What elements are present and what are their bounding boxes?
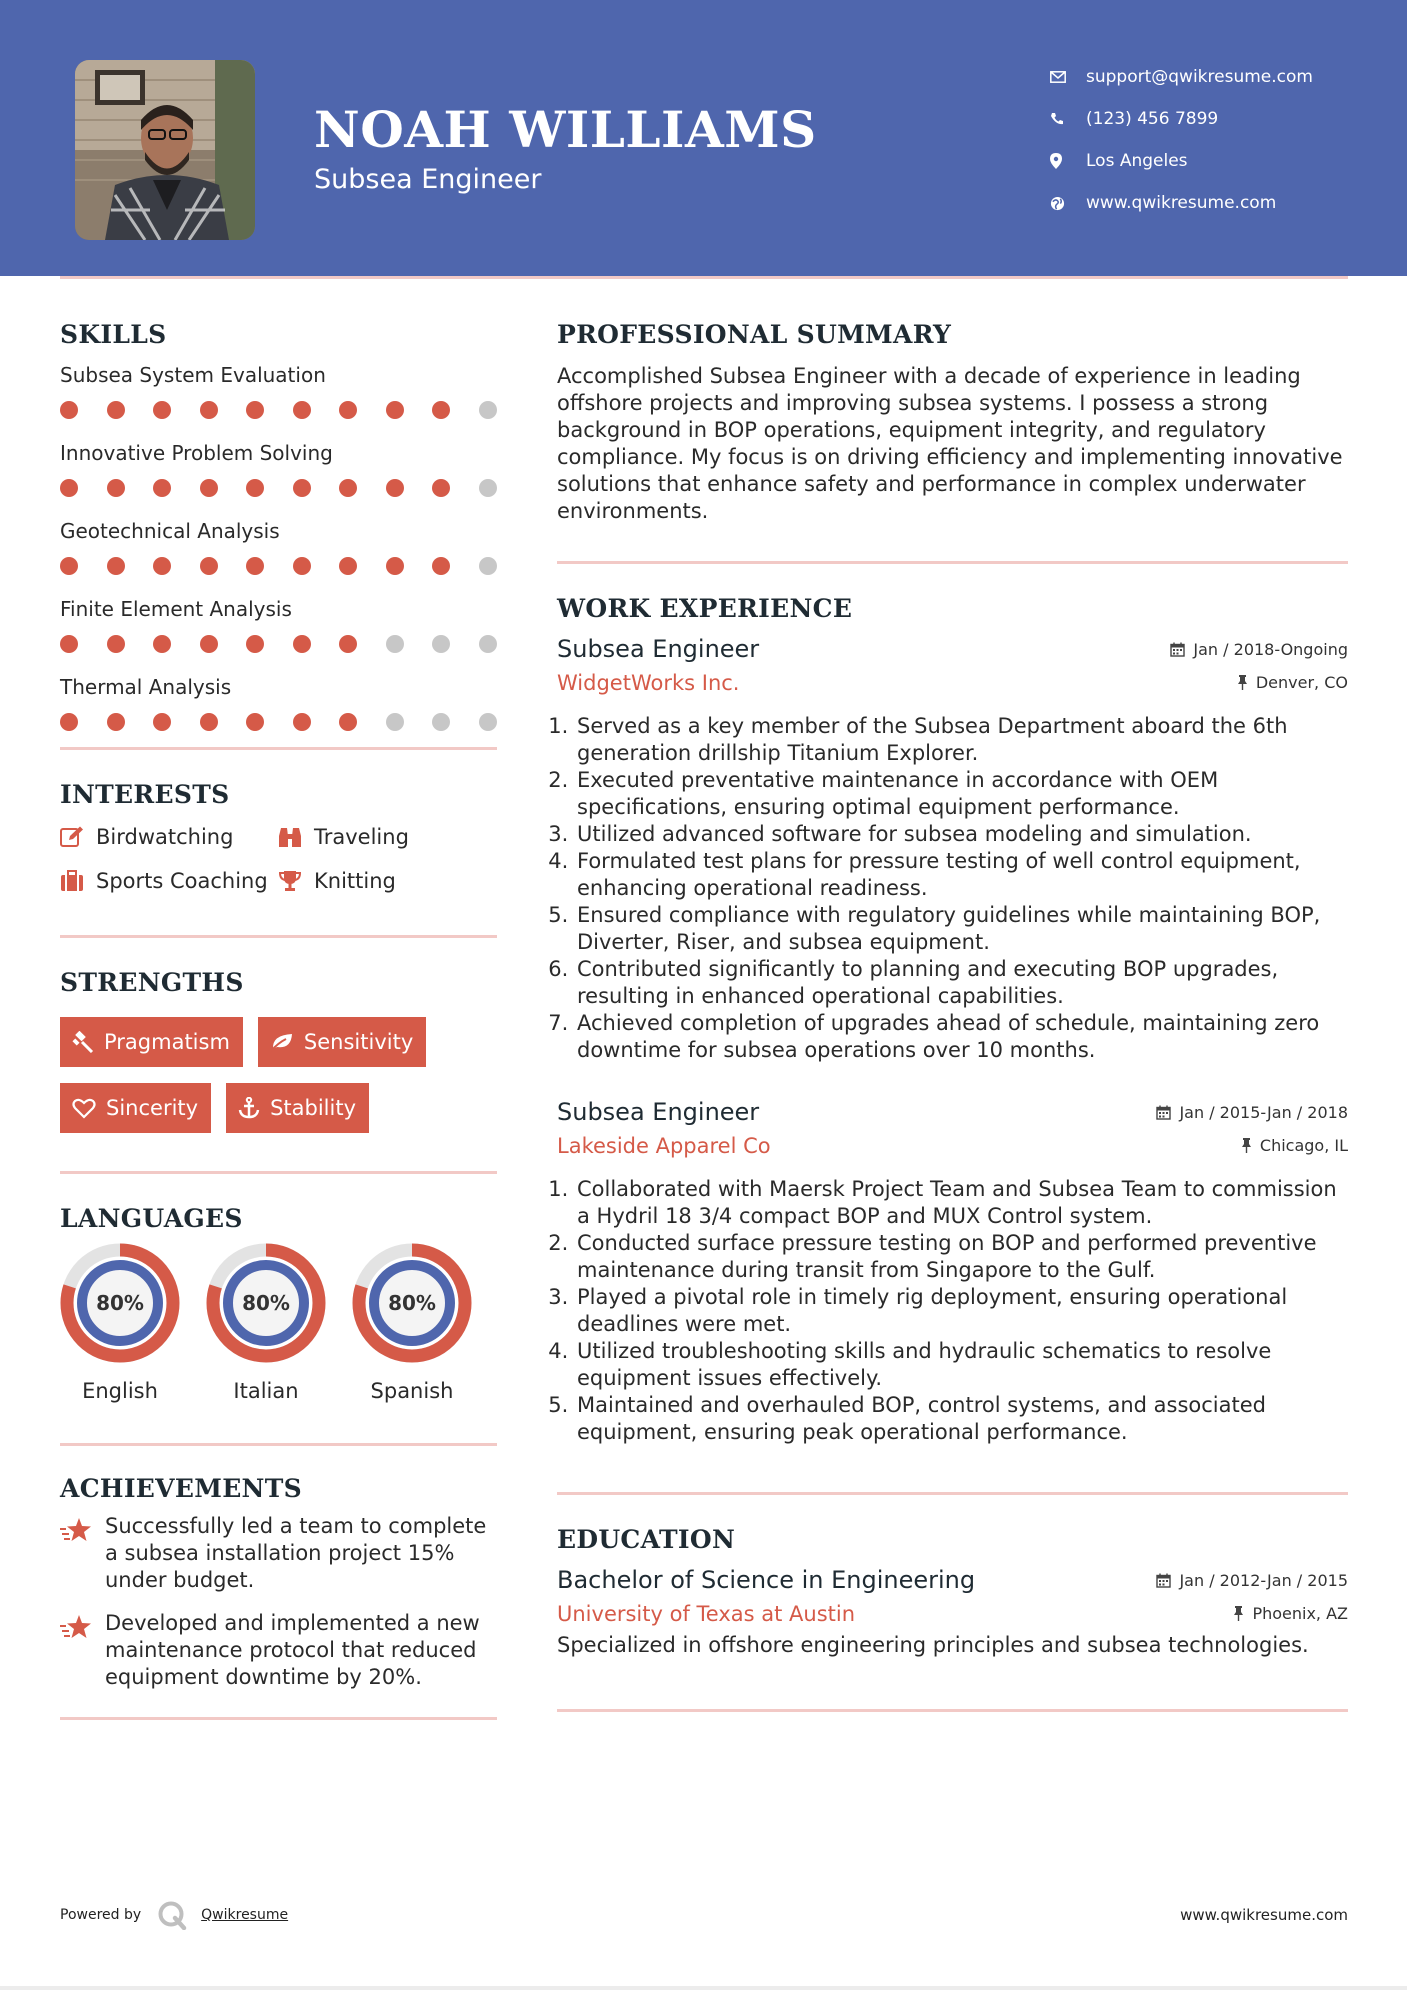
job-bullets	[557, 713, 1348, 1064]
rating-dot-filled	[107, 401, 125, 419]
job-bullet: 5. Ensured compliance with regulatory guidelines while maintaining BOP, Diverter, Riser, and subsea equipment.	[575, 902, 1348, 956]
pencil-icon	[60, 826, 96, 848]
job-dates	[1156, 1103, 1348, 1122]
job-bullet: 1. Served as a key member of the Subsea Department aboard the 6th generation drillship Titanium Explorer.	[575, 713, 1348, 767]
rating-dot-filled	[293, 401, 311, 419]
rating-dot-filled	[246, 635, 264, 653]
rating-dot-empty	[479, 635, 497, 653]
pin-icon	[1233, 1606, 1244, 1621]
summary-title: PROFESSIONAL SUMMARY	[557, 320, 952, 349]
skills-title: SKILLS	[60, 320, 167, 349]
rating-dot-filled	[246, 713, 264, 731]
rating-dot-filled	[153, 713, 171, 731]
job-bullet: 2. Executed preventative maintenance in accordance with OEM specifications, ensuring optimal equipment performance.	[575, 767, 1348, 821]
page-bottom-edge	[0, 1986, 1407, 1990]
interest-item	[278, 869, 478, 893]
language-item	[352, 1243, 472, 1403]
rating-dot-filled	[153, 401, 171, 419]
calendar-icon	[1156, 1573, 1171, 1588]
profile-photo	[75, 60, 255, 240]
strengths-title: STRENGTHS	[60, 968, 244, 997]
leaf-icon	[270, 1032, 294, 1052]
phone-icon	[1050, 112, 1086, 126]
language-ring	[352, 1243, 472, 1363]
skill-item	[60, 675, 497, 731]
job-location	[1241, 1136, 1348, 1155]
interest-item	[278, 825, 478, 849]
candidate-role: Subsea Engineer	[314, 164, 542, 195]
rating-dot-filled	[107, 479, 125, 497]
contact-email[interactable]	[1050, 56, 1313, 98]
strength-label: Stability	[270, 1096, 357, 1120]
footer-url[interactable]: www.qwikresume.com	[1180, 1906, 1348, 1924]
location-icon	[1050, 153, 1086, 169]
strength-tag	[258, 1017, 426, 1067]
interests-title: INTERESTS	[60, 780, 230, 809]
interest-label: Knitting	[314, 869, 396, 893]
star-icon	[60, 1513, 105, 1594]
education-title: EDUCATION	[557, 1525, 736, 1554]
job-entry	[557, 635, 1348, 1064]
qwikresume-logo-icon	[157, 1900, 187, 1930]
school-name: University of Texas at Austin	[557, 1602, 856, 1626]
strength-tag	[60, 1083, 211, 1133]
rating-dot-filled	[246, 479, 264, 497]
education-sub	[557, 1602, 1348, 1626]
languages-title: LANGUAGES	[60, 1204, 243, 1233]
job-bullet: 2. Conducted surface pressure testing on BOP and performed preventive maintenance during transit from Singapore to the Gulf.	[575, 1230, 1348, 1284]
language-item	[60, 1243, 180, 1403]
section-divider	[557, 1709, 1348, 1712]
job-bullet: 4. Utilized troubleshooting skills and hydraulic schematics to resolve equipment issues effectively.	[575, 1338, 1348, 1392]
skill-name: Innovative Problem Solving	[60, 441, 333, 465]
skill-rating	[60, 635, 497, 653]
rating-dot-filled	[200, 635, 218, 653]
strength-tag	[60, 1017, 243, 1067]
education-dates-text: Jan / 2012-Jan / 2015	[1179, 1571, 1348, 1590]
skills-list	[60, 363, 497, 731]
achievement-text: Developed and implemented a new maintenance protocol that reduced equipment downtime by 20%.	[105, 1611, 480, 1689]
strengths-section	[60, 968, 497, 1133]
strength-label: Pragmatism	[104, 1030, 230, 1054]
rating-dot-filled	[246, 401, 264, 419]
contact-website[interactable]	[1050, 182, 1313, 224]
education-location	[1233, 1604, 1348, 1623]
job-dates-text: Jan / 2015-Jan / 2018	[1179, 1103, 1348, 1122]
contact-phone-text: (123) 456 7899	[1086, 109, 1219, 129]
rating-dot-filled	[60, 635, 78, 653]
briefcase-icon	[60, 870, 96, 892]
contact-list	[1050, 56, 1313, 224]
rating-dot-filled	[200, 557, 218, 575]
header-divider	[60, 276, 1348, 279]
rating-dot-filled	[386, 479, 404, 497]
rating-dot-filled	[293, 713, 311, 731]
skill-item	[60, 441, 497, 497]
interests-section	[60, 780, 497, 893]
skill-rating	[60, 557, 497, 575]
skill-rating	[60, 479, 497, 497]
rating-dot-filled	[386, 401, 404, 419]
interest-label: Birdwatching	[96, 825, 234, 849]
rating-dot-empty	[479, 401, 497, 419]
education-dates	[1156, 1571, 1348, 1590]
rating-dot-empty	[432, 635, 450, 653]
section-divider	[60, 747, 497, 750]
education-head	[557, 1566, 1348, 1594]
rating-dot-filled	[339, 557, 357, 575]
section-divider	[557, 561, 1348, 564]
job-bullets	[557, 1176, 1348, 1446]
achievement-text: Successfully led a team to complete a subsea installation project 15% under budget.	[105, 1514, 487, 1592]
language-name: English	[82, 1379, 158, 1403]
gavel-icon	[72, 1031, 94, 1053]
contact-phone[interactable]	[1050, 98, 1313, 140]
education-description: Specialized in offshore engineering principles and subsea technologies.	[557, 1633, 1309, 1657]
right-column	[557, 320, 1348, 1712]
candidate-name: NOAH WILLIAMS	[314, 100, 817, 159]
contact-location	[1050, 140, 1313, 182]
language-name: Spanish	[370, 1379, 454, 1403]
rating-dot-empty	[479, 479, 497, 497]
rating-dot-empty	[479, 557, 497, 575]
rating-dot-filled	[60, 479, 78, 497]
languages-section	[60, 1204, 497, 1403]
rating-dot-filled	[339, 635, 357, 653]
language-percent: 80%	[388, 1291, 436, 1315]
job-location	[1237, 673, 1348, 692]
skill-name: Subsea System Evaluation	[60, 363, 326, 387]
jobs-list	[557, 635, 1348, 1446]
job-sub	[557, 1134, 1348, 1158]
skill-name: Thermal Analysis	[60, 675, 232, 699]
experience-title: WORK EXPERIENCE	[557, 594, 853, 623]
job-bullet: 3. Utilized advanced software for subsea modeling and simulation.	[575, 821, 1348, 848]
pin-icon	[1241, 1138, 1252, 1153]
rating-dot-filled	[432, 401, 450, 419]
job-bullet: 5. Maintained and overhauled BOP, control systems, and associated equipment, ensuring peak operational performance.	[575, 1392, 1348, 1446]
summary-section	[557, 320, 1348, 525]
job-dates-text: Jan / 2018-Ongoing	[1193, 640, 1348, 659]
rating-dot-empty	[386, 635, 404, 653]
binoculars-icon	[278, 826, 314, 848]
rating-dot-filled	[293, 479, 311, 497]
education-section	[557, 1525, 1348, 1659]
contact-email-text: support@qwikresume.com	[1086, 67, 1313, 87]
rating-dot-empty	[479, 713, 497, 731]
strength-tag	[226, 1083, 369, 1133]
degree-title: Bachelor of Science in Engineering	[557, 1566, 976, 1594]
rating-dot-filled	[432, 557, 450, 575]
strength-label: Sincerity	[106, 1096, 199, 1120]
strengths-list	[60, 1017, 497, 1133]
left-column	[60, 320, 497, 1720]
rating-dot-filled	[107, 557, 125, 575]
interests-list	[60, 825, 497, 893]
rating-dot-filled	[107, 635, 125, 653]
rating-dot-filled	[153, 635, 171, 653]
job-entry	[557, 1098, 1348, 1446]
achievements-section	[60, 1474, 497, 1691]
job-dates	[1170, 640, 1348, 659]
interest-item	[60, 869, 278, 893]
language-item	[206, 1243, 326, 1403]
rating-dot-filled	[200, 713, 218, 731]
rating-dot-filled	[339, 401, 357, 419]
powered-by-label: Powered by	[60, 1907, 142, 1923]
job-location-text: Denver, CO	[1255, 673, 1348, 692]
language-percent: 80%	[96, 1291, 144, 1315]
job-title: Subsea Engineer	[557, 635, 760, 663]
section-divider	[60, 1717, 497, 1720]
rating-dot-empty	[386, 713, 404, 731]
rating-dot-filled	[153, 557, 171, 575]
section-divider	[60, 1171, 497, 1174]
job-bullet: 7. Achieved completion of upgrades ahead of schedule, maintaining zero downtime for subsea operations over 10 months.	[575, 1010, 1348, 1064]
rating-dot-empty	[432, 713, 450, 731]
skill-item	[60, 363, 497, 419]
achievements-title: ACHIEVEMENTS	[60, 1474, 302, 1503]
experience-section	[557, 594, 1348, 1446]
language-percent: 80%	[242, 1291, 290, 1315]
rating-dot-filled	[60, 557, 78, 575]
job-title: Subsea Engineer	[557, 1098, 760, 1126]
skill-name: Finite Element Analysis	[60, 597, 292, 621]
star-icon	[60, 1610, 105, 1691]
heart-icon	[72, 1098, 96, 1119]
interest-label: Sports Coaching	[96, 869, 268, 893]
rating-dot-filled	[200, 401, 218, 419]
languages-list	[60, 1243, 497, 1403]
contact-website-text: www.qwikresume.com	[1086, 193, 1277, 213]
interest-item	[60, 825, 278, 849]
achievement-item	[60, 1513, 497, 1594]
rating-dot-filled	[200, 479, 218, 497]
section-divider	[60, 1443, 497, 1446]
envelope-icon	[1050, 71, 1086, 83]
globe-icon	[1050, 196, 1086, 211]
job-location-text: Chicago, IL	[1259, 1136, 1348, 1155]
language-name: Italian	[233, 1379, 299, 1403]
skill-item	[60, 597, 497, 653]
language-ring	[206, 1243, 326, 1363]
resume-header	[0, 0, 1407, 276]
calendar-icon	[1170, 642, 1185, 657]
anchor-icon	[238, 1097, 260, 1119]
skill-rating	[60, 401, 497, 419]
rating-dot-filled	[386, 557, 404, 575]
section-divider	[60, 935, 497, 938]
job-head	[557, 1098, 1348, 1126]
pin-icon	[1237, 675, 1248, 690]
rating-dot-filled	[293, 635, 311, 653]
calendar-icon	[1156, 1105, 1171, 1120]
rating-dot-filled	[339, 479, 357, 497]
skill-name: Geotechnical Analysis	[60, 519, 280, 543]
rating-dot-filled	[60, 401, 78, 419]
section-divider	[557, 1492, 1348, 1495]
rating-dot-filled	[432, 479, 450, 497]
job-head	[557, 635, 1348, 663]
rating-dot-filled	[107, 713, 125, 731]
rating-dot-filled	[153, 479, 171, 497]
interest-label: Traveling	[314, 825, 409, 849]
job-bullet: 6. Contributed significantly to planning and executing BOP upgrades, resulting in enhanced operational capabilities.	[575, 956, 1348, 1010]
skill-rating	[60, 713, 497, 731]
achievement-item	[60, 1610, 497, 1691]
skills-section	[60, 320, 497, 731]
summary-text: Accomplished Subsea Engineer with a decade of experience in leading offshore projects and improving subsea systems. I possess a strong background in BOP operations, equipment integrity, and regulatory compliance. My focus is on driving efficiency and implementing innovative solutions that enhance safety and performance in complex underwater environments.	[557, 364, 1343, 523]
job-sub	[557, 671, 1348, 695]
strength-label: Sensitivity	[303, 1030, 414, 1054]
rating-dot-filled	[246, 557, 264, 575]
skill-item	[60, 519, 497, 575]
footer-powered-by	[60, 1900, 288, 1930]
rating-dot-filled	[60, 713, 78, 731]
job-bullet: 4. Formulated test plans for pressure testing of well control equipment, enhancing operational readiness.	[575, 848, 1348, 902]
rating-dot-filled	[339, 713, 357, 731]
company-name: Lakeside Apparel Co	[557, 1134, 771, 1158]
company-name: WidgetWorks Inc.	[557, 671, 740, 695]
rating-dot-filled	[293, 557, 311, 575]
language-ring	[60, 1243, 180, 1363]
brand-link[interactable]: Qwikresume	[201, 1907, 289, 1923]
trophy-icon	[278, 870, 314, 892]
job-bullet: 3. Played a pivotal role in timely rig deployment, ensuring operational deadlines were met.	[575, 1284, 1348, 1338]
education-location-text: Phoenix, AZ	[1252, 1604, 1348, 1623]
job-bullet: 1. Collaborated with Maersk Project Team and Subsea Team to commission a Hydril 18 3/4 compact BOP and MUX Control system.	[575, 1176, 1348, 1230]
contact-location-text: Los Angeles	[1086, 151, 1188, 171]
